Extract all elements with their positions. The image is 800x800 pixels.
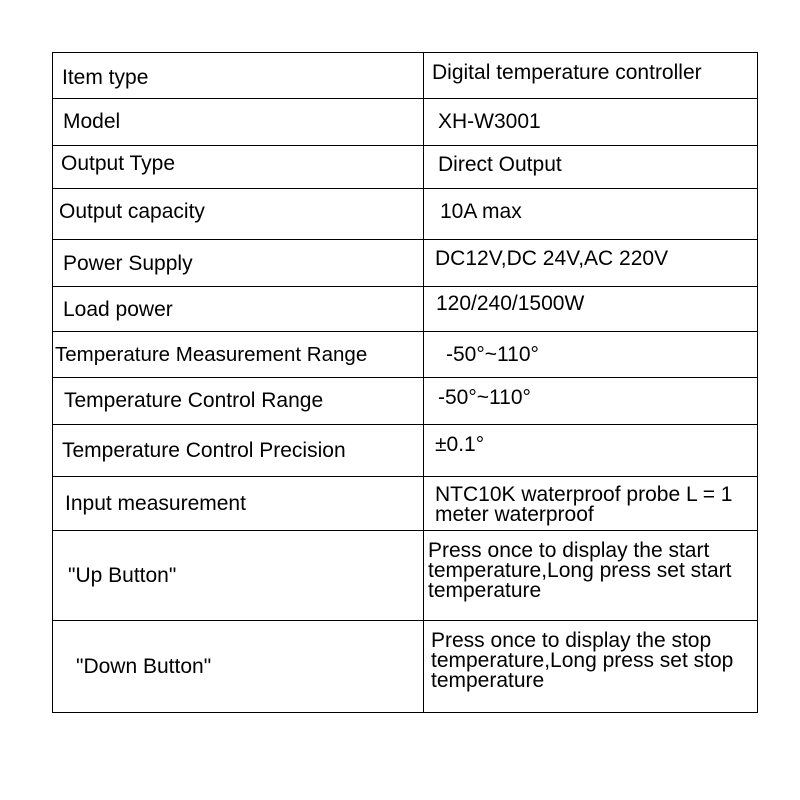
label-cell: [53, 287, 424, 332]
row-value: -50°~110°: [438, 386, 531, 409]
row-label: Input measurement: [65, 491, 246, 515]
row-value: DC12V,DC 24V,AC 220V: [435, 247, 669, 270]
row-value: Direct Output: [438, 153, 562, 176]
row-label: "Down Button": [76, 654, 212, 678]
label-cell: [53, 531, 424, 621]
row-label: Output capacity: [59, 200, 205, 223]
row-value: ±0.1°: [435, 432, 485, 456]
table-row: [53, 477, 758, 531]
row-label: Power Supply: [63, 252, 193, 275]
value-cell: [424, 189, 758, 240]
label-cell: [53, 146, 424, 189]
table-row: [53, 425, 758, 477]
table-row: [53, 531, 758, 621]
label-cell: [53, 189, 424, 240]
value-cell: [424, 531, 758, 621]
row-label: Output Type: [61, 152, 176, 175]
label-cell: [53, 425, 424, 477]
row-label: "Up Button": [68, 563, 177, 587]
value-cell: [424, 332, 758, 378]
value-cell: [424, 378, 758, 425]
row-value: 120/240/1500W: [436, 292, 585, 315]
table-row: [53, 378, 758, 425]
table-row: [53, 332, 758, 378]
row-label: Item type: [62, 66, 149, 89]
table-row: [53, 240, 758, 287]
value-cell: [424, 425, 758, 477]
label-cell: [53, 378, 424, 425]
row-label: Temperature Control Precision: [62, 438, 346, 462]
row-value: 10A max: [440, 200, 522, 223]
spec-table: [52, 52, 758, 713]
table-row: [53, 99, 758, 146]
value-cell: [424, 53, 758, 99]
label-cell: [53, 477, 424, 531]
label-cell: [53, 332, 424, 378]
value-cell: [424, 477, 758, 531]
label-cell: [53, 53, 424, 99]
label-cell: [53, 240, 424, 287]
value-cell: [424, 240, 758, 287]
value-cell: [424, 146, 758, 189]
value-cell: [424, 287, 758, 332]
row-value: Digital temperature controller: [432, 60, 702, 84]
row-label: Temperature Control Range: [64, 389, 324, 412]
row-value: -50°~110°: [446, 342, 539, 366]
table-row: [53, 53, 758, 99]
table-row: [53, 621, 758, 713]
row-label: Temperature Measurement Range: [55, 342, 368, 366]
value-cell: [424, 621, 758, 713]
row-value: Press once to display the stop temperature,Long press set stop temperature: [431, 628, 734, 692]
row-value: Press once to display the start temperature,Long press set start temperature: [428, 538, 732, 602]
value-cell: [424, 99, 758, 146]
row-value: XH-W3001: [438, 110, 541, 133]
table-row: [53, 287, 758, 332]
label-cell: [53, 621, 424, 713]
table-row: [53, 146, 758, 189]
table-row: [53, 189, 758, 240]
label-cell: [53, 99, 424, 146]
row-label: Load power: [63, 298, 173, 321]
row-label: Model: [63, 110, 121, 133]
row-value: NTC10K waterproof probe L = 1 meter waterproof: [435, 482, 733, 526]
